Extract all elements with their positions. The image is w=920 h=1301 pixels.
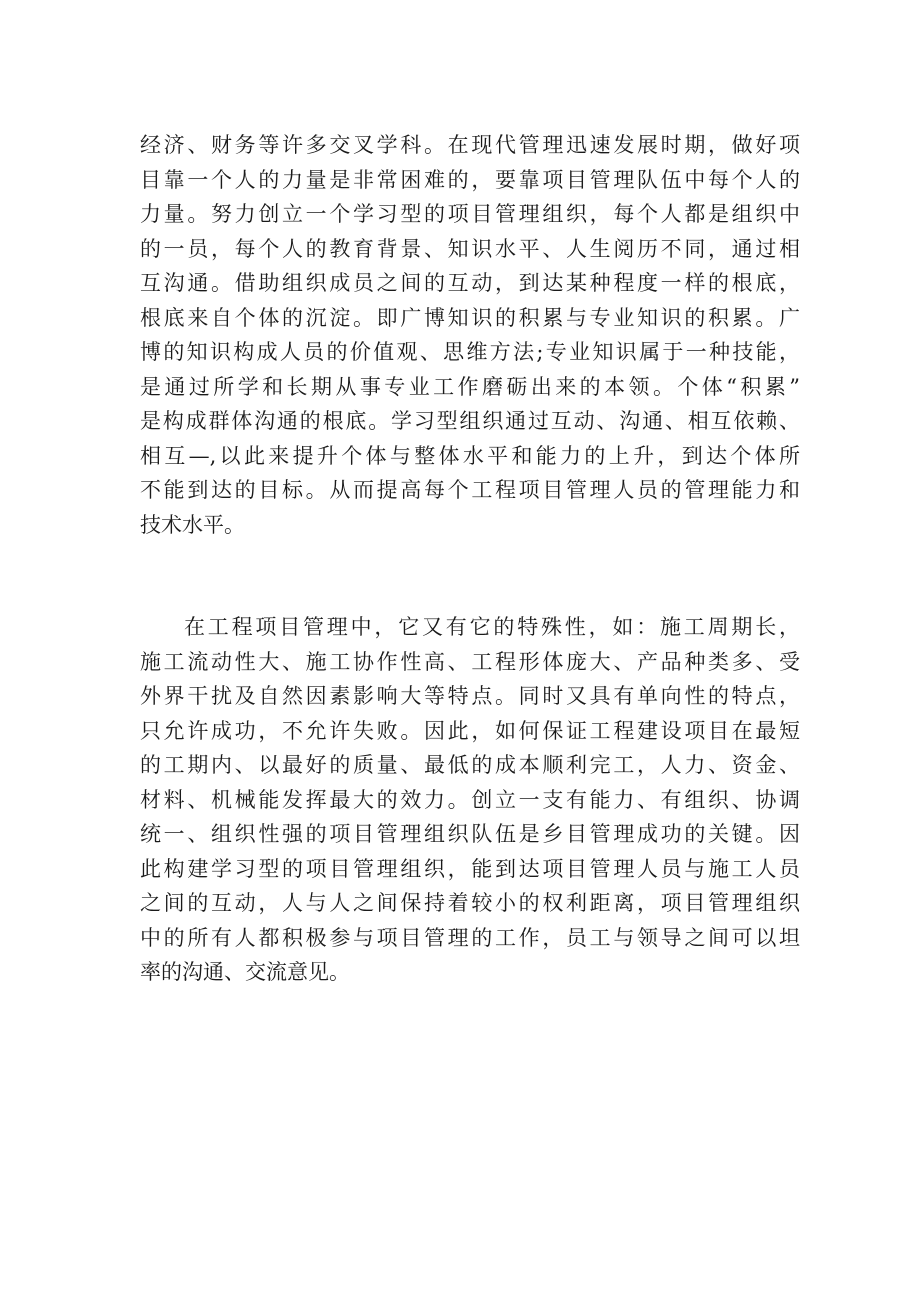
- paragraph-line: 只允许成功，不允许失败。因此，如何保证工程建设项目在最短: [140, 718, 800, 743]
- paragraph-line: 之间的互动，人与人之间保持着较小的权利距离，项目管理组织: [140, 891, 800, 915]
- paragraph-line: 率的沟通、交流意见。: [140, 960, 350, 984]
- paragraph-line: 中的所有人都积极参与项目管理的工作，员工与领导之间可以坦: [140, 925, 800, 950]
- paragraph-line: 不能到达的目标。从而提高每个工程项目管理人员的管理能力和: [140, 478, 800, 502]
- paragraph-line: 的工期内、以最好的质量、最低的成本顺利完工，人力、资金、: [140, 753, 800, 777]
- paragraph-line: 外界干扰及自然因素影响大等特点。同时又具有单向性的特点，: [140, 684, 800, 708]
- paragraph-line: 互沟通。借助组织成员之间的互动，到达某种程度一样的根底，: [140, 271, 800, 295]
- paragraph-line: 的一员，每个人的教育背景、知识水平、人生阅历不同，通过相: [140, 236, 800, 261]
- paragraph-line: 是构成群体沟通的根底。学习型组织通过互动、沟通、相互依赖、: [140, 409, 800, 433]
- paragraph-line: 此构建学习型的项目管理组织，能到达项目管理人员与施工人员: [140, 856, 800, 881]
- paragraph-line: 统一、组织性强的项目管理组织队伍是乡目管理成功的关键。因: [140, 822, 800, 846]
- paragraph-line: 根底来自个体的沉淀。即广博知识的积累与专业知识的积累。广: [140, 305, 800, 330]
- paragraph-line: 经济、财务等许多交叉学科。在现代管理迅速发展时期，做好项: [140, 133, 800, 157]
- paragraph-line: 材料、机械能发挥最大的效力。创立一支有能力、有组织、协调: [140, 787, 800, 812]
- paragraph-line: 在工程项目管理中，它又有它的特殊性，如：施工周期长，: [184, 615, 800, 639]
- paragraph-line: 力量。努力创立一个学习型的项目管理组织，每个人都是组织中: [140, 202, 800, 226]
- paragraph-line: 技术水平。: [140, 512, 245, 537]
- paragraph-line: 是通过所学和长期从事专业工作磨砺出来的本领。个体“积累”: [140, 374, 800, 399]
- paragraph-line: 博的知识构成人员的价值观、思维方法;专业知识属于一种技能，: [140, 340, 800, 364]
- paragraph-line: 目靠一个人的力量是非常困难的，要靠项目管理队伍中每个人的: [140, 167, 800, 192]
- paragraph-line: 施工流动性大、施工协作性高、工程形体庞大、产品种类多、受: [140, 649, 800, 674]
- paragraph-1: [140, 128, 800, 542]
- paragraph-2: [140, 610, 800, 990]
- paragraph-line: 相互—,以此来提升个体与整体水平和能力的上升，到达个体所: [140, 443, 800, 468]
